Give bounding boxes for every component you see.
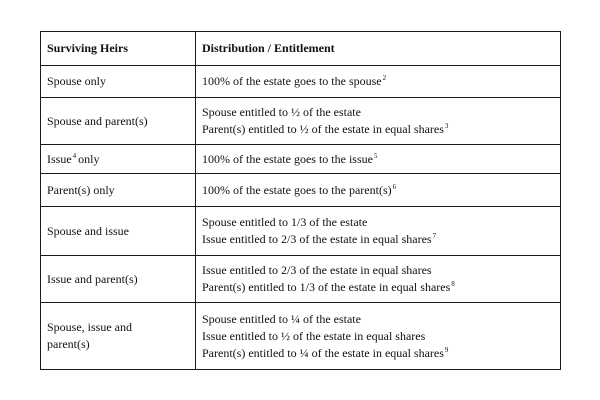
distribution-text: Issue entitled to 2/3 of the estate in equal shares — [202, 263, 432, 277]
table-row — [41, 174, 561, 207]
heirs-cell — [41, 256, 196, 303]
heirs-text: parent(s) — [47, 337, 90, 351]
distribution-text: Spouse entitled to ½ of the estate — [202, 105, 361, 119]
heirs-text: Parent(s) only — [47, 182, 115, 197]
distribution-line — [202, 345, 554, 362]
footnote-marker: 9 — [444, 345, 449, 354]
heirs-cell — [41, 98, 196, 145]
header-surviving-heirs: Surviving Heirs — [41, 32, 196, 66]
distribution-text: Parent(s) entitled to 1/3 of the estate in equal shares — [202, 280, 451, 294]
distribution-text: 100% of the estate goes to the issue — [202, 151, 373, 166]
distribution-line — [202, 121, 554, 138]
distribution-text: Issue entitled to 2/3 of the estate in equal shares — [202, 232, 432, 246]
heirs-text: Spouse only — [47, 74, 107, 88]
table-row — [41, 98, 561, 145]
heirs-cell — [41, 66, 196, 98]
footnote-marker: 3 — [444, 122, 449, 130]
distribution-line — [202, 328, 554, 345]
heirs-text: Issue — [47, 151, 72, 166]
distribution-cell — [196, 66, 561, 98]
distribution-text: Parent(s) entitled to ¼ of the estate in equal shares — [202, 345, 444, 360]
heirs-cell — [41, 207, 196, 256]
table-header-row — [41, 32, 561, 66]
table-row — [41, 303, 561, 370]
distribution-text: 100% of the estate goes to the parent(s) — [202, 182, 392, 197]
footnote-marker: 6 — [392, 182, 397, 191]
header-distribution: Distribution / Entitlement — [196, 32, 561, 66]
distribution-cell — [196, 98, 561, 145]
distribution-cell — [196, 174, 561, 207]
distribution-line — [202, 311, 554, 328]
distribution-text: 100% of the estate goes to the spouse — [202, 74, 382, 88]
distribution-line — [202, 279, 554, 296]
distribution-text: Spouse entitled to 1/3 of the estate — [202, 215, 368, 229]
footnote-marker: 4 — [72, 151, 77, 160]
distribution-cell — [196, 145, 561, 174]
heirs-text: only — [78, 151, 100, 166]
distribution-line — [202, 104, 554, 121]
distribution-cell — [196, 303, 561, 370]
distribution-text: Issue entitled to ½ of the estate in equal shares — [202, 328, 426, 343]
distribution-line — [202, 182, 554, 199]
heirs-cell — [41, 303, 196, 370]
footnote-marker: 7 — [432, 232, 437, 240]
distribution-line — [202, 262, 554, 279]
footnote-marker: 8 — [451, 280, 455, 288]
distribution-cell — [196, 256, 561, 303]
table-row — [41, 207, 561, 256]
inheritance-table — [40, 31, 561, 370]
heirs-text: Spouse and issue — [47, 223, 129, 238]
table-row — [41, 256, 561, 303]
distribution-cell — [196, 207, 561, 256]
footnote-marker: 2 — [382, 74, 387, 82]
heirs-cell — [41, 174, 196, 207]
distribution-text: Parent(s) entitled to ½ of the estate in equal shares — [202, 122, 444, 136]
distribution-text: Spouse entitled to ¼ of the estate — [202, 311, 361, 326]
distribution-line — [202, 214, 554, 231]
table-row — [41, 145, 561, 174]
distribution-line — [202, 231, 554, 248]
heirs-text: Spouse, issue and — [47, 320, 132, 334]
heirs-text: Issue and parent(s) — [47, 271, 138, 286]
heirs-cell — [41, 145, 196, 174]
table-row — [41, 66, 561, 98]
footnote-marker: 5 — [373, 151, 378, 160]
distribution-line — [202, 73, 554, 90]
heirs-text: Spouse and parent(s) — [47, 113, 148, 128]
distribution-line — [202, 151, 554, 168]
